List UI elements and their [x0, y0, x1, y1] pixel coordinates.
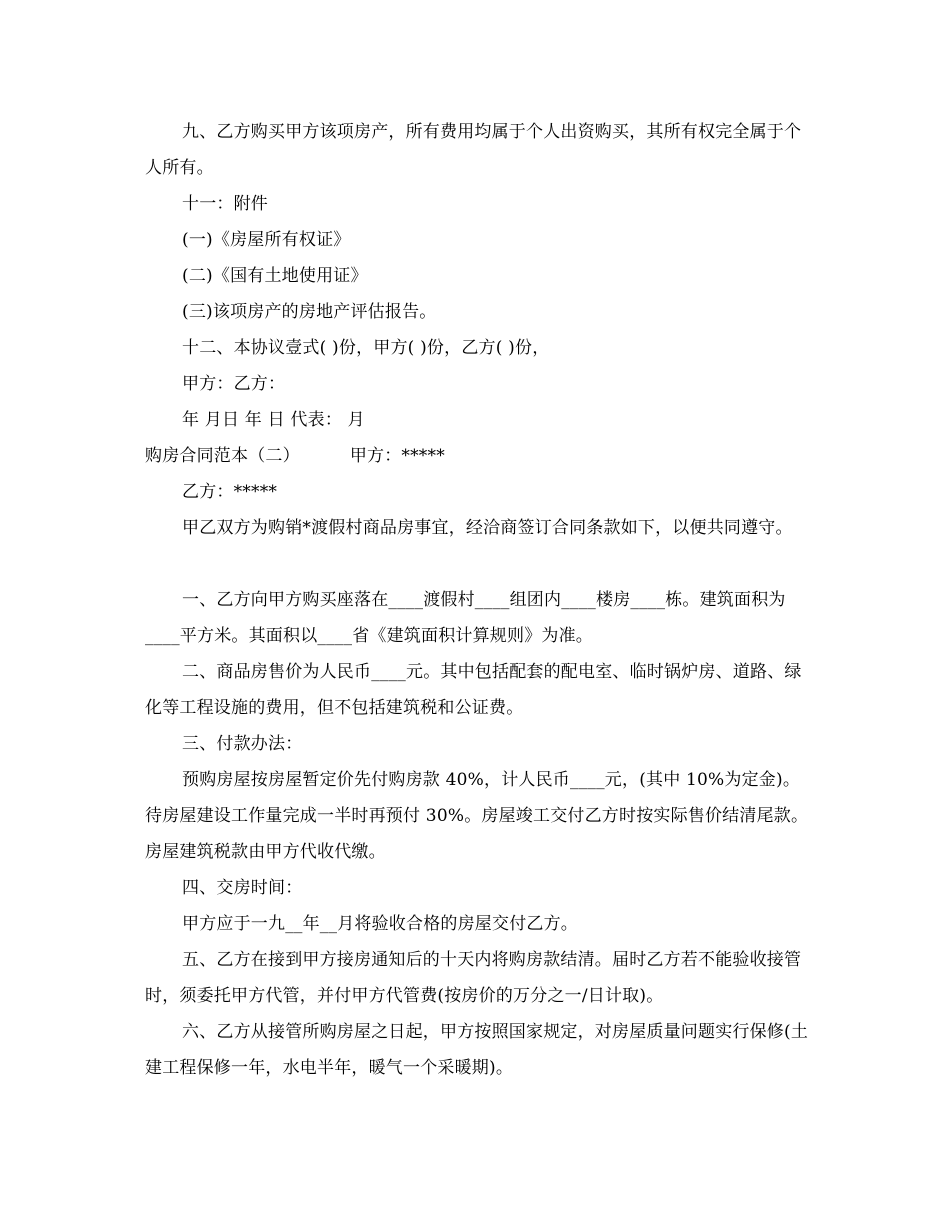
attachment-item-3: (三)该项房产的房地产评估报告。: [182, 302, 437, 322]
attachments-heading: 十一：附件: [182, 194, 268, 214]
clause-four-heading: 四、交房时间：: [182, 878, 303, 898]
signature-parties-line: 甲方：乙方：: [182, 374, 286, 394]
clause-two: 二、商品房售价为人民币____元。其中包括配套的配电室、临时锅炉房、道路、绿化等工程设施的费用，但不包括建筑税和公证费。: [145, 662, 802, 718]
party-a-name: 甲方：*****: [349, 446, 445, 466]
clause-six: 六、乙方从接管所购房屋之日起，甲方按照国家规定，对房屋质量问题实行保修(土建工程保修一年，水电半年，暖气一个采暖期)。: [145, 1022, 809, 1078]
clause-one: 一、乙方向甲方购买座落在____渡假村____组团内____楼房____栋。建筑面积为____平方米。其面积以____省《建筑面积计算规则》为准。: [145, 590, 786, 646]
contract-title-line: [145, 438, 810, 474]
attachment-item-1: (一)《房屋所有权证》: [182, 230, 351, 250]
signature-date-line: 年 月日 年 日 代表： 月: [182, 410, 365, 430]
party-b-name: 乙方：*****: [182, 482, 278, 502]
clause-twelve: 十二、本协议壹式( )份，甲方( )份，乙方( )份，: [182, 338, 550, 358]
attachment-item-2: (二)《国有土地使用证》: [182, 266, 368, 286]
clause-nine: 九、乙方购买甲方该项房产，所有费用均属于个人出资购买，其所有权完全属于个人所有。: [145, 122, 802, 178]
delivery-time: 甲方应于一九__年__月将验收合格的房屋交付乙方。: [182, 914, 578, 934]
clause-five: 五、乙方在接到甲方接房通知后的十天内将购房款结清。届时乙方若不能验收接管时，须委托甲方代管，并付甲方代管费(按房价的万分之一/日计取)。: [145, 950, 802, 1006]
preamble: 甲乙双方为购销*渡假村商品房事宜，经洽商签订合同条款如下，以便共同遵守。: [182, 518, 793, 538]
clause-three-heading: 三、付款办法：: [182, 734, 303, 754]
payment-terms: 预购房屋按房屋暂定价先付购房款 40%，计人民币____元，(其中 10%为定金)。待房屋建设工作量完成一半时再预付 30%。房屋竣工交付乙方时按实际售价结清尾款。房屋建筑税款由甲方代收代缴。: [145, 770, 809, 862]
contract-title: 购房合同范本（二）: [145, 446, 300, 466]
